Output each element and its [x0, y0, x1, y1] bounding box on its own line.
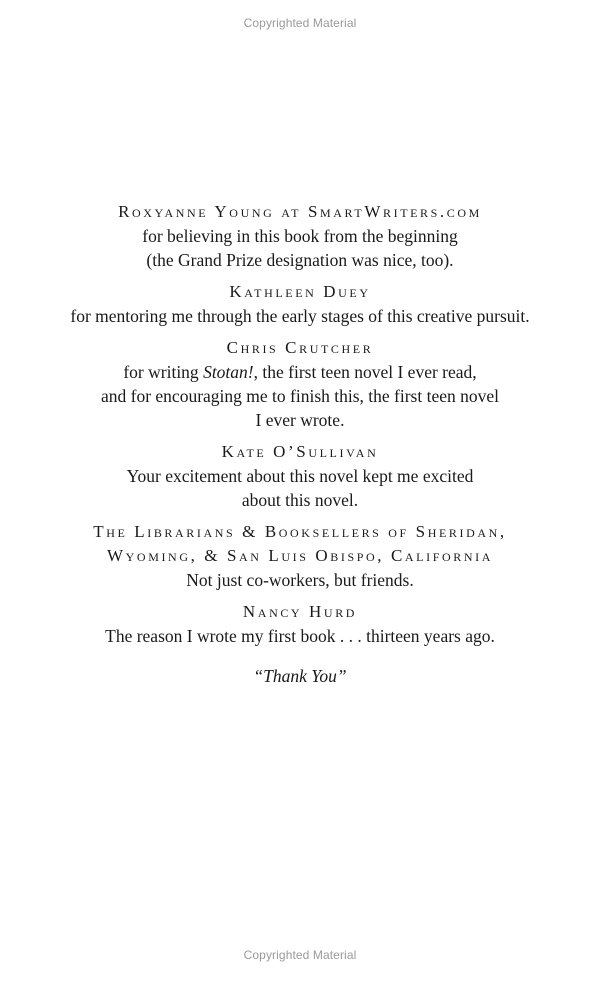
ack-entry-kate-osullivan [0, 440, 600, 512]
ack-line: Not just co-workers, but friends. [186, 570, 414, 590]
ack-line [0, 360, 600, 384]
ack-name: Wyoming, & San Luis Obispo, California [107, 546, 493, 565]
ack-entry-roxyanne-young [0, 200, 600, 272]
ack-entry-nancy-hurd [0, 600, 600, 648]
ack-line: for mentoring me through the early stages of this creative pursuit. [70, 306, 530, 326]
ack-line: for believing in this book from the beginning [142, 226, 458, 246]
ack-line-text: , the first teen novel I ever read, [253, 362, 477, 382]
ack-line: Your excitement about this novel kept me excited [126, 466, 474, 486]
ack-name: Chris Crutcher [226, 338, 374, 357]
acknowledgments-section [0, 200, 600, 688]
copyright-watermark-top: Copyrighted Material [243, 16, 357, 30]
ack-line: I ever wrote. [255, 410, 345, 430]
ack-line: and for encouraging me to finish this, the first teen novel [100, 386, 500, 406]
ack-name: Kate O’Sullivan [221, 442, 379, 461]
ack-entry-kathleen-duey [0, 280, 600, 328]
ack-name: The Librarians & Booksellers of Sheridan, [93, 522, 507, 541]
copyright-watermark-bottom: Copyrighted Material [243, 948, 357, 962]
ack-line: about this novel. [241, 490, 359, 510]
ack-entry-chris-crutcher [0, 336, 600, 432]
ack-name: Roxyanne Young at SmartWriters.com [118, 202, 482, 221]
ack-line-text: for writing [123, 362, 204, 382]
ack-line: (the Grand Prize designation was nice, too). [146, 250, 454, 270]
ack-entry-librarians-booksellers [0, 520, 600, 592]
ack-name: Kathleen Duey [229, 282, 371, 301]
ack-line: The reason I wrote my first book . . . thirteen years ago. [105, 626, 495, 646]
closing-thank-you: “Thank You” [253, 666, 347, 686]
book-title: Stotan! [203, 362, 254, 382]
ack-name: Nancy Hurd [242, 602, 358, 621]
